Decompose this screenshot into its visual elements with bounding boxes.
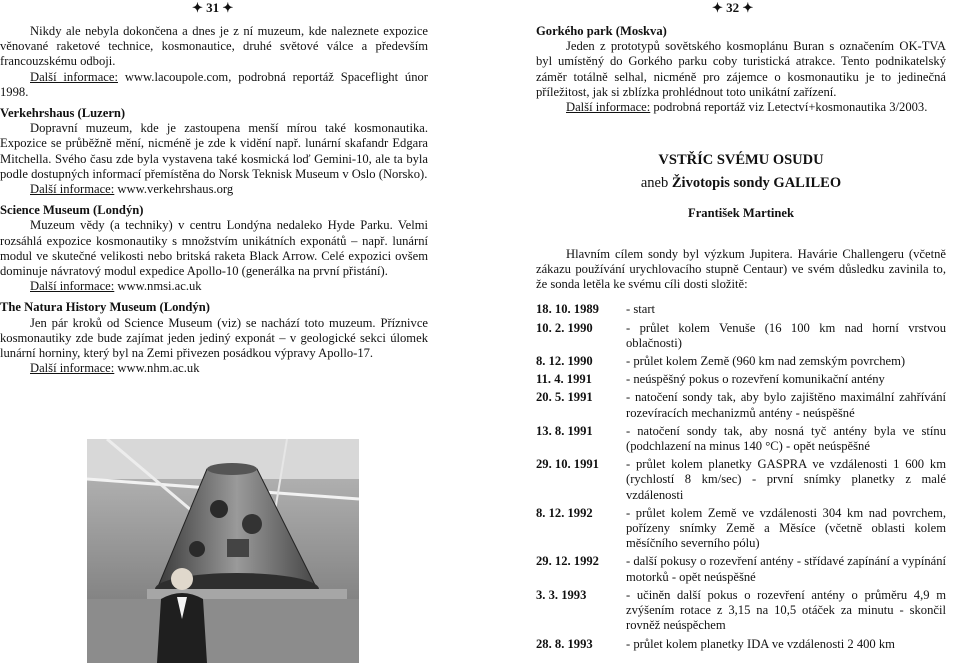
timeline-date: 3. 3. 1993: [536, 587, 587, 602]
timeline-event: - průlet kolem planetky IDA ve vzdálenosti 2 400 km: [626, 636, 895, 651]
timeline-date: 29. 10. 1991: [536, 457, 599, 472]
natural-history-body: Jen pár kroků od Science Museum (viz) se nachází toto muzeum. Příznivce kosmonautiky zde bude zajímat jeden jediný exponát – v geologické sekci úlomek lunární horniny, který byl na Zemi přivezen posádkou výpravy Apollo-17.: [0, 315, 428, 361]
science-museum-link-paragraph: [0, 279, 428, 294]
timeline-event: - start: [626, 302, 656, 317]
timeline-row: [536, 302, 946, 317]
article-author: František Martinek: [688, 205, 794, 220]
timeline-event: - další pokusy o rozevření antény - střídavé zapínání a vypínání motorků - opět neúspěšné: [626, 554, 946, 584]
timeline-date: 13. 8. 1991: [536, 423, 593, 438]
verkehrshaus-link[interactable]: www.verkehrshaus.org: [114, 182, 234, 197]
right-page-text: [536, 24, 946, 652]
more-info-label: Další informace:: [30, 279, 115, 294]
left-page: [0, 0, 440, 663]
timeline-row: [536, 588, 946, 634]
article-title: VSTŘÍC SVÉMU OSUDU: [658, 152, 824, 169]
section-title-science-museum: Science Museum (Londýn): [0, 203, 144, 218]
timeline-row: [536, 424, 946, 454]
section-title-verkehrshaus: Verkehrshaus (Luzern): [0, 106, 126, 121]
timeline-event: - průlet kolem Venuše (16 100 km nad horní vrstvou oblačnosti): [626, 320, 946, 350]
timeline-event: - neúspěšný pokus o rozevření komunikační antény: [626, 372, 885, 387]
timeline-date: 10. 2. 1990: [536, 320, 593, 335]
timeline-event: - průlet kolem planetky GASPRA ve vzdálenosti 1 600 km (rychlostí 8 km/sec) - první snímky planetky z malé vzdálenosti: [626, 457, 946, 502]
nmsi-link[interactable]: www.nmsi.ac.uk: [114, 279, 202, 294]
gorky-park-link[interactable]: podrobná reportáž viz Letectví+kosmonautika 3/2003.: [650, 100, 928, 115]
timeline-date: 28. 8. 1993: [536, 636, 593, 651]
more-info-label: Další informace:: [30, 182, 115, 197]
timeline-date: 20. 5. 1991: [536, 390, 593, 405]
timeline-date: 18. 10. 1989: [536, 302, 599, 317]
timeline-event: - natočení sondy tak, aby nosná tyč antény byla ve stínu (podchlazení na minus 140 °C) - opět neúspěšné: [626, 423, 946, 454]
more-info-label: Další informace:: [30, 69, 118, 84]
timeline-event: - průlet kolem Země (960 km nad zemským povrchem): [626, 354, 906, 369]
timeline-row: [536, 390, 946, 420]
gorky-park-link-paragraph: [536, 100, 946, 115]
timeline-row: [536, 554, 946, 584]
article-subtitle: aneb Životopis sondy GALILEO: [640, 175, 842, 192]
science-museum-body: Muzeum vědy (a techniky) v centru Londýna nedaleko Hyde Parku. Velmi rozsáhlá expozice kosmonautiky s množstvím unikátních exponátů – např. lunární modul ve skutečné velikosti nebo britská raketa Black Arrow. Celé expozici ovšem dominuje návratový modul expedice Apollo-10 (generálka na první přistání).: [0, 218, 428, 279]
timeline-event: - učiněn další pokus o rozevření antény o průměru 4,9 m zvýšením rotace z 3,15 na 10,5 otáček za minutu - skončil rovněž neúspěchem: [626, 587, 946, 633]
apollo-capsule-illustration: [87, 439, 359, 663]
timeline-row: [536, 506, 946, 552]
page-number-right: ✦ 32 ✦: [712, 0, 754, 15]
page-number-left: ✦ 31 ✦: [192, 0, 234, 15]
timeline-row: [536, 457, 946, 503]
timeline-date: 8. 12. 1990: [536, 354, 593, 369]
apollo-capsule-photo: [87, 439, 359, 663]
right-page: [486, 0, 960, 663]
verkehrshaus-body: Dopravní muzeum, kde je zastoupena menší mírou také kosmonautika. Expozice se průběžně mění, nicméně je zde k vidění např. lunární skafandr Edgara Mitchella. Svého času zde byla vystavena také kosmická loď Gemini-10, ale ta byla podle dostupných informací přemístěna do Norsk Teknisk Museum v Oslo (Norsko).: [0, 121, 428, 181]
more-info-label: Další informace:: [566, 100, 651, 115]
timeline-date: 29. 12. 1992: [536, 554, 599, 569]
timeline-row: [536, 372, 946, 387]
article-intro: Hlavním cílem sondy byl výzkum Jupitera. Havárie Challengeru (včetně zákazu používání urychlovacího stupně Centaur) ve svém důsledku zavinila to, že sonda letěla ke svému cíli dosti složitě:: [536, 246, 946, 292]
more-info-label: Další informace:: [30, 361, 115, 376]
intro-link-paragraph: [0, 70, 428, 100]
timeline-date: 8. 12. 1992: [536, 505, 593, 520]
timeline-date: 11. 4. 1991: [536, 372, 592, 387]
natural-history-link-paragraph: [0, 361, 428, 376]
timeline-event: - natočení sondy tak, aby bylo zajištěno maximální zahřívání rozevíracích mechanizmů antény - neúspěšné: [626, 390, 946, 420]
verkehrshaus-link-paragraph: [0, 182, 428, 197]
timeline-row: [536, 354, 946, 369]
left-page-text: [0, 24, 428, 376]
intro-paragraph: Nikdy ale nebyla dokončena a dnes je z ní muzeum, kde naleznete expozice věnované raketové technice, kosmonautice, druhé světové válce a především francouzskému odboji.: [0, 24, 428, 69]
section-title-gorky-park: Gorkého park (Moskva): [536, 24, 667, 38]
lacoupole-link[interactable]: www.lacoupole.com, podrobná reportáž Spaceflight únor 1998.: [0, 69, 429, 99]
timeline-event: - průlet kolem Země ve vzdálenosti 304 km nad povrchem, pořízeny snímky Země a Měsíce (včetně oblasti kolem měsíčního severního pólu): [626, 505, 946, 551]
gorky-park-body: Jeden z prototypů sovětského kosmoplánu Buran s označením OK-TVA byl umístěný do Gorkého parku coby turistická atrakce. Tento podnikatelský záměr totálně selhal, nicméně pro zájemce o kosmonautiku je to jedinečná příležitost, jak si zblízka prohlédnout toto unikátní zařízení.: [536, 39, 946, 99]
timeline-row: [536, 637, 946, 652]
nhm-link[interactable]: www.nhm.ac.uk: [114, 361, 200, 376]
timeline-row: [536, 321, 946, 351]
section-title-natural-history: The Natura History Museum (Londýn): [0, 300, 210, 315]
timeline: [536, 302, 946, 651]
